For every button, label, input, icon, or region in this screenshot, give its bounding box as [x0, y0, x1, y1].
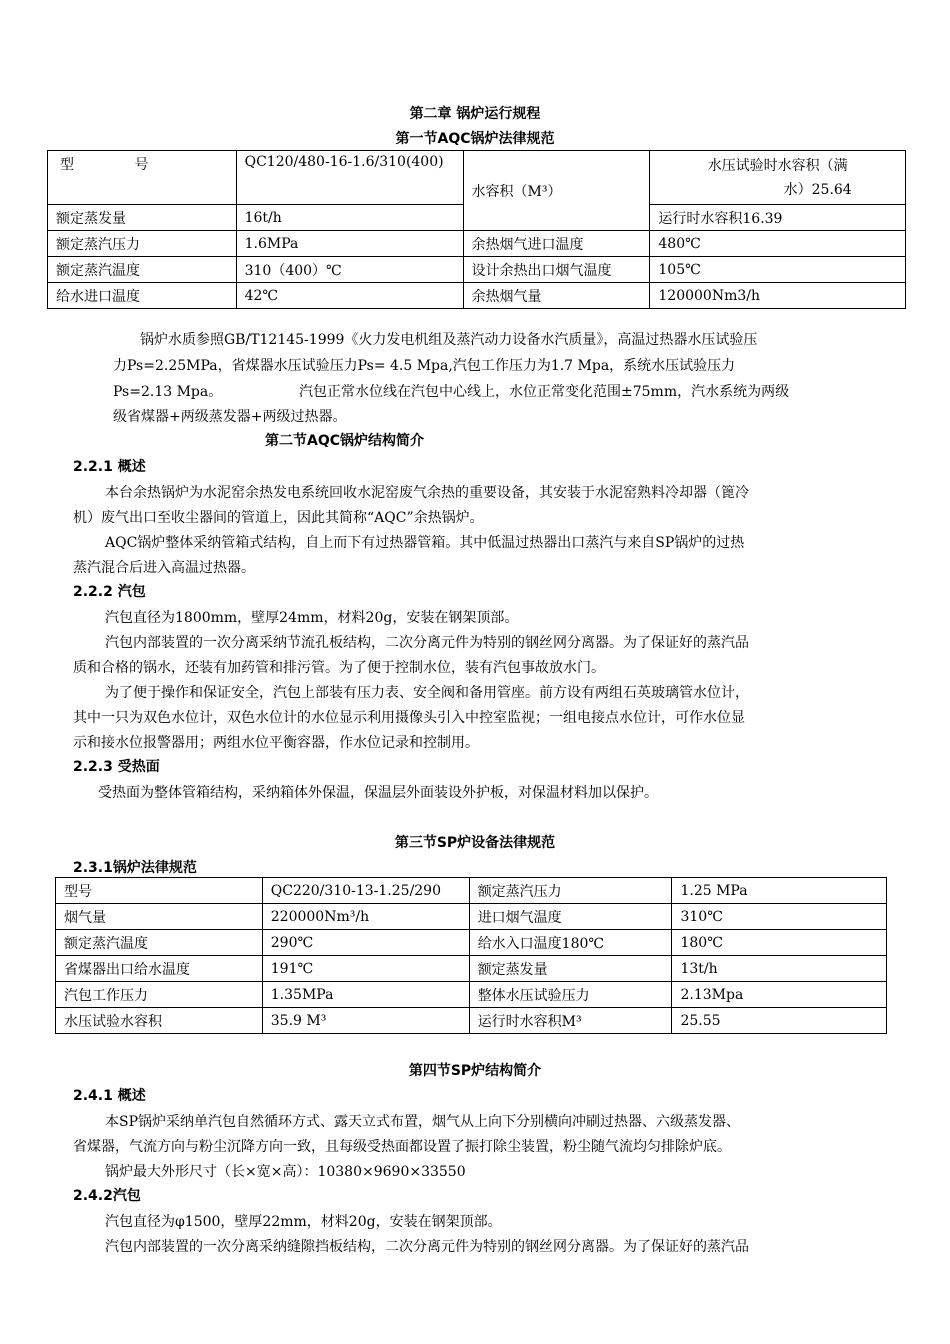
table-cell: 水压试验水容积 [56, 1008, 263, 1034]
paragraph-line: 汽包直径为1800mm，壁厚24mm，材料20g，安装在钢架顶部。 [105, 610, 519, 626]
table-cell: 进口烟气温度 [469, 904, 672, 930]
table-cell: 42℃ [236, 283, 463, 309]
table-cell: 1.25 MPa [672, 878, 887, 904]
paragraph-line: 汽包内部装置的一次分离采纳节流孔板结构，二次分离元件为特别的钢丝网分离器。为了保证好的蒸汽品 [105, 635, 749, 651]
table-cell: 型号 [56, 878, 263, 904]
table-cell: 16t/h [236, 205, 463, 231]
paragraph-line: 力Ps=2.25MPa，省煤器水压试验压力Ps= 4.5 Mpa,汽包工作压力为1.7 Mpa，系统水压试验压力 [113, 358, 736, 374]
table-row [48, 151, 906, 205]
subsection-heading: 2.3.1锅炉法律规范 [73, 860, 197, 876]
paragraph-line: 蒸汽混合后进入高温过热器。 [73, 560, 255, 576]
table-row [56, 982, 887, 1008]
table-row [48, 257, 906, 283]
section-1-title: 第一节AQC锅炉法律规范 [395, 131, 555, 147]
paragraph-line: Ps=2.13 Mpa。 [113, 384, 223, 400]
table-cell: 设计余热出口烟气温度 [463, 257, 650, 283]
table-cell: QC120/480-16-1.6/310(400) [236, 151, 463, 205]
section-4-title: 第四节SP炉结构简介 [408, 1063, 542, 1079]
subsection-heading: 2.2.2 汽包 [73, 584, 146, 600]
paragraph-line: 汽包内部装置的一次分离采纳缝隙挡板结构，二次分离元件为特别的钢丝网分离器。为了保证好的蒸汽品 [105, 1239, 749, 1255]
table-cell [48, 151, 237, 205]
paragraph-line: 质和合格的锅水，还装有加药管和排污管。为了便于控制水位，装有汽包事故放水门。 [73, 660, 605, 676]
subsection-heading: 2.2.3 受热面 [73, 759, 160, 775]
table-row [56, 878, 887, 904]
section-2-title: 第二节AQC锅炉结构简介 [265, 433, 425, 449]
paragraph-line: 本台余热锅炉为水泥窑余热发电系统回收水泥窑废气余热的重要设备，其安装于水泥窑熟料冷却器（篦冷 [105, 485, 749, 501]
paragraph-line: 机）废气出口至收尘器间的管道上，因此其简称“AQC”余热锅炉。 [73, 510, 484, 526]
table-cell: 310℃ [672, 904, 887, 930]
table-cell: 35.9 M³ [262, 1008, 469, 1034]
table-cell: 额定蒸汽温度 [48, 257, 237, 283]
table-cell: QC220/310-13-1.25/290 [262, 878, 469, 904]
table-cell: 额定蒸汽温度 [56, 930, 263, 956]
table-cell: 480℃ [650, 231, 906, 257]
table-row [48, 231, 906, 257]
paragraph-line: 本SP锅炉采纳单汽包自然循环方式、露天立式布置，烟气从上向下分别横向冲刷过热器、六级蒸发器、 [105, 1114, 741, 1130]
table-cell: 省煤器出口给水温度 [56, 956, 263, 982]
table-cell: 余热烟气量 [463, 283, 650, 309]
table-cell: 运行时水容积M³ [469, 1008, 672, 1034]
table-cell: 给水入口温度180℃ [469, 930, 672, 956]
sp-spec-table [55, 877, 887, 1034]
subsection-heading: 2.4.1 概述 [73, 1088, 146, 1104]
table-row [56, 1008, 887, 1034]
table-cell: 额定蒸发量 [48, 205, 237, 231]
table-cell: 烟气量 [56, 904, 263, 930]
paragraph-line: 省煤器，气流方向与粉尘沉降方向一致，且每级受热面都设置了振打除尘装置，粉尘随气流均匀排除炉底。 [73, 1139, 731, 1155]
paragraph-line: 受热面为整体管箱结构，采纳箱体外保温，保温层外面装设外护板，对保温材料加以保护。 [98, 785, 658, 801]
paragraph-line: 汽包直径为φ1500，壁厚22mm，材料20g，安装在钢架顶部。 [105, 1214, 502, 1230]
paragraph-line: 示和接水位报警器用；两组水位平衡容器，作水位记录和控制用。 [73, 735, 479, 751]
table-row [48, 283, 906, 309]
paragraph-line: 锅炉水质参照GB/T12145-1999《火力发电机组及蒸汽动力设备水汽质量》，高温过热器水压试验压 [140, 332, 758, 348]
cell-text-type-a: 型 [60, 157, 74, 173]
section-3-title: 第三节SP炉设备法律规范 [394, 835, 556, 851]
table-cell: 191℃ [262, 956, 469, 982]
table-row [56, 956, 887, 982]
table-cell: 整体水压试验压力 [469, 982, 672, 1008]
table-cell: 汽包工作压力 [56, 982, 263, 1008]
table-cell: 额定蒸汽压力 [48, 231, 237, 257]
paragraph-line: 为了便于操作和保证安全，汽包上部装有压力表、安全阀和备用管座。前方设有两组石英玻璃管水位计， [105, 685, 749, 701]
table-cell: 水容积（M³） [463, 151, 650, 231]
table-cell: 180℃ [672, 930, 887, 956]
table-cell: 余热烟气进口温度 [463, 231, 650, 257]
aqc-spec-table [47, 150, 906, 309]
paragraph-line: 锅炉最大外形尺寸（长×宽×高）：10380×9690×33550 [105, 1164, 466, 1180]
table-cell: 给水进口温度 [48, 283, 237, 309]
cell-line: 水）25.64 [783, 181, 852, 198]
table-cell: 13t/h [672, 956, 887, 982]
table-cell: 额定蒸汽压力 [469, 878, 672, 904]
table-cell: 额定蒸发量 [469, 956, 672, 982]
cell-line: 水压试验时水容积（满 [707, 157, 848, 174]
table-cell: 310（400）℃ [236, 257, 463, 283]
paragraph-line: 级省煤器+两级蒸发器+两级过热器。 [113, 409, 347, 425]
subsection-heading: 2.2.1 概述 [73, 459, 146, 475]
table-row [56, 904, 887, 930]
table-cell [650, 151, 906, 205]
paragraph-line: AQC锅炉整体采纳管箱式结构，自上而下有过热器管箱。其中低温过热器出口蒸汽与来自SP锅炉的过热 [105, 535, 745, 551]
table-cell: 2.13Mpa [672, 982, 887, 1008]
table-cell: 1.6MPa [236, 231, 463, 257]
subsection-heading: 2.4.2汽包 [73, 1188, 141, 1204]
table-cell: 290℃ [262, 930, 469, 956]
table-cell: 105℃ [650, 257, 906, 283]
table-cell: 25.55 [672, 1008, 887, 1034]
paragraph-line: 其中一只为双色水位计，双色水位计的水位显示利用摄像头引入中控室监视；一组电接点水位计，可作水位显 [73, 710, 745, 726]
table-cell: 220000Nm³/h [262, 904, 469, 930]
cell-text-type-b: 号 [134, 157, 149, 173]
table-cell: 1.35MPa [262, 982, 469, 1008]
chapter-title: 第二章 锅炉运行规程 [409, 106, 541, 122]
table-cell: 120000Nm3/h [650, 283, 906, 309]
paragraph-line: 汽包正常水位线在汽包中心线上，水位正常变化范围±75mm，汽水系统为两级 [299, 384, 790, 400]
table-row [56, 930, 887, 956]
table-cell: 运行时水容积16.39 [650, 205, 906, 231]
